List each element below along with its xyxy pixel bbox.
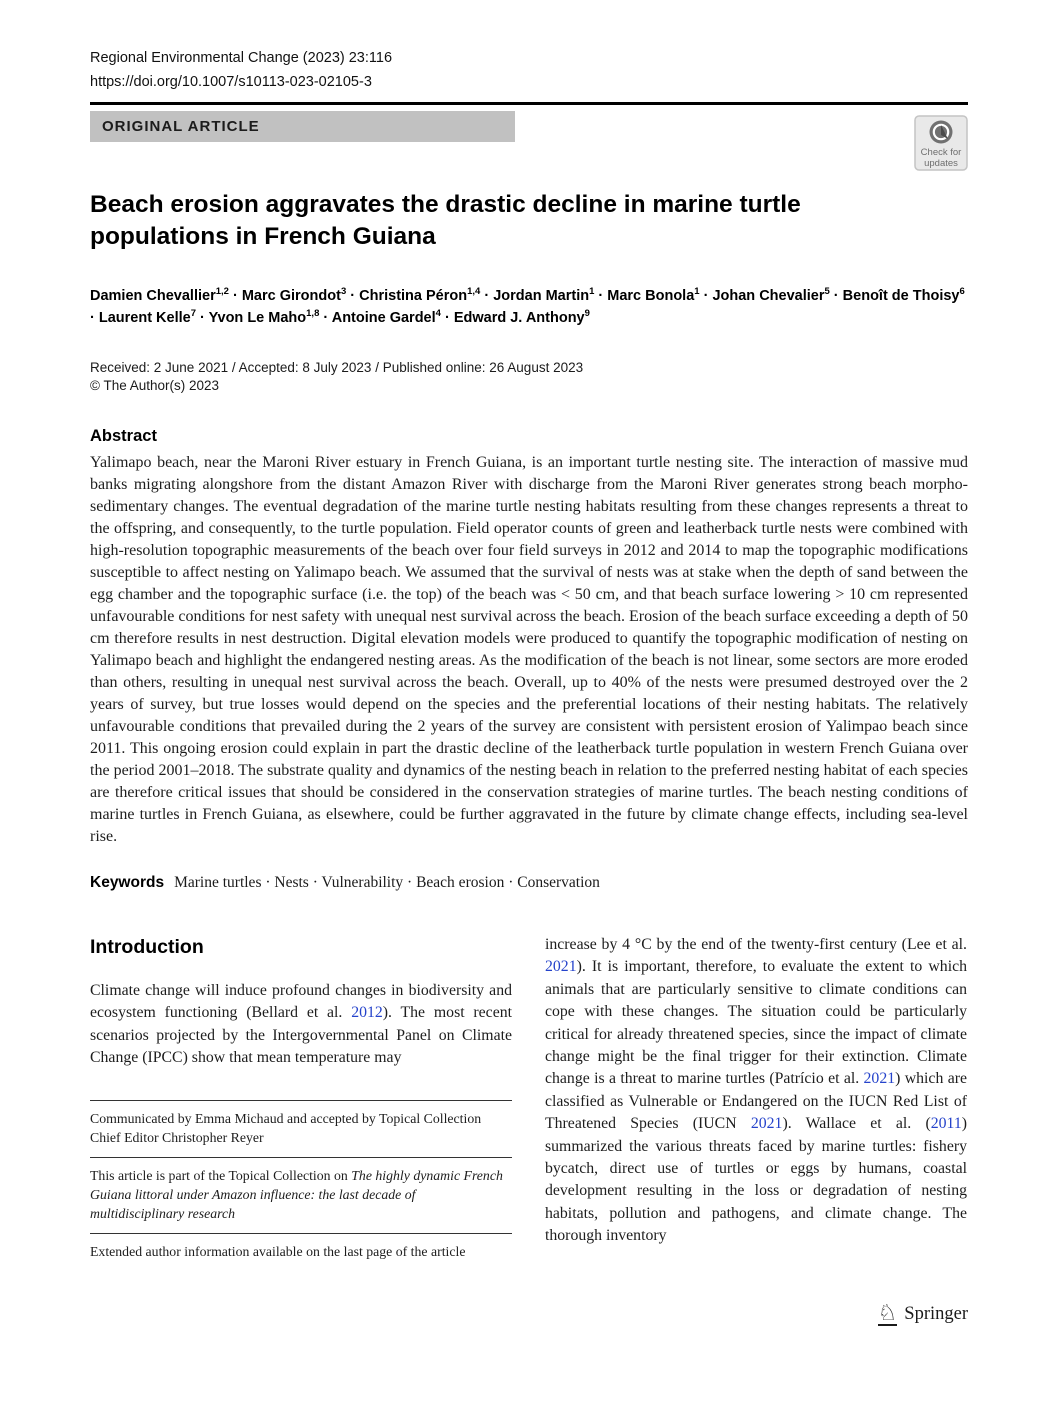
springer-wordmark: Springer — [904, 1303, 968, 1324]
journal-title-line: Regional Environmental Change (2023) 23:116 — [90, 50, 393, 66]
footnote-block — [90, 1100, 512, 1271]
intro-paragraph-left: Climate change will induce profound changes in biodiversity and ecosystem functioning (Bellard et al. 2012). The most recent scenarios projected by the Intergovernmental Panel on Climate Change (IPCC) show that mean temperature may — [90, 982, 512, 1067]
received-accepted-line: Received: 2 June 2021 / Accepted: 8 July 2023 / Published online: 26 August 2023 — [90, 360, 584, 375]
citation-link[interactable]: 2012 — [351, 1004, 383, 1022]
keywords-list: Marine turtles · Nests · Vulnerability · Beach erosion · Conservation — [174, 874, 600, 891]
abstract-text: Yalimapo beach, near the Maroni River estuary in French Guiana, is an important turtle nesting site. The interaction of massive mud banks migrating alongshore from the distant Amazon River with discharge from the Maroni River generates strong beach morpho-sedimentary changes. The eventual degradation of the marine turtle nesting habitats resulting from these changes represents a threat to the offspring, and consequently, to the turtle population. Field operator counts of green and leatherback turtle nests were combined with high-resolution topographic measurements of the beach over four field surveys in 2012 and 2014 to map the topographic modifications susceptible to affect nesting on Yalimapo beach. We assumed that the survival of nests was at stake when the depth of sand between the egg chamber and the topographic surface (i.e. the top) of the beach was < 50 cm, and that beach surface lowering > 10 cm represented unfavourable conditions for nest safety with unequal nest survival across the beach. Erosion of the beach surface exceeding a depth of 50 cm therefore results in nest destruction. Digital elevation models were produced to quantify the topographic modification of nesting on Yalimapo beach and highlight the endangered nesting areas. As the modification of the beach is not linear, some sectors are more eroded than others, resulting in unequal nest survival across the beach. Overall, up to 40% of the nests were presumed destroyed over the 2 years of survey, but true losses would depend on the species and the preferential locations of their nesting habitats. The relatively unfavourable conditions that prevailed during the 2 years of the survey are consistent with persistent erosion of Yalimpao beach since 2011. This ongoing erosion could explain in part the drastic decline of the leatherback turtle population in western French Guiana over the period 2001–2018. The substrate quality and dynamics of the nesting beach in relation to the preferred nesting habitat of each species are therefore critical issues that should be considered in the conservation strategies of marine turtles. The beach nesting conditions of marine turtles in French Guiana, as elsewhere, could be further aggravated in the future by climate change effects, including sea-level rise. — [90, 454, 968, 845]
article-type-banner — [90, 111, 515, 142]
citation-link[interactable]: 2021 — [545, 958, 577, 976]
check-for-updates-badge[interactable] — [914, 115, 968, 176]
badge-text-line2: updates — [924, 158, 958, 169]
doi-link[interactable]: https://doi.org/10.1007/s10113-023-02105-3 — [90, 74, 372, 90]
author-list: Damien Chevallier$^{1,2}$ · Marc Girondot$^3$ · Christina Péron$^{1,4}$ · Jordan Martin$^1$ · Marc Bonola$^1$ · Johan Chevalier$^5$ · Benoît de Thoisy$^6$ · Laurent Kelle$^7$ · Yvon Le Maho$^{1,8}$ · Antoine Gardel$^4$ · Edward J. Anthony$^9$ — [90, 286, 965, 326]
section-heading-introduction: Introduction — [90, 936, 204, 958]
intro-paragraph-right: increase by 4 °C by the end of the twenty-first century (Lee et al. 2021). It is important, therefore, to evaluate the extent to which animals that are particularly sensitive to climate conditions can cope with these changes. The situation could be particularly critical for already threatened species, since the impact of climate change might be the final trigger for their extinction. Climate change is a threat to marine turtles (Patrício et al. 2021) which are classified as Vulnerable or Endangered on the IUCN Red List of Threatened Species (IUCN 2021). Wallace et al. (2011) summarized the various threats faced by marine turtles: fishery bycatch, direct use of turtles or eggs by humans, coastal development resulting in the loss or degradation of nesting habitats, pollution and pathogens, and climate change. The thorough inventory — [545, 936, 968, 1245]
journal-header — [90, 46, 968, 94]
crossmark-icon — [914, 115, 968, 171]
header-divider — [90, 102, 968, 105]
publication-dates — [90, 359, 968, 395]
keywords-line — [90, 874, 968, 892]
abstract-heading: Abstract — [90, 427, 157, 445]
springer-logo — [878, 1302, 968, 1326]
citation-link[interactable]: 2011 — [930, 1115, 962, 1133]
citation-link[interactable]: 2021 — [750, 1115, 783, 1133]
badge-text-line1: Check for — [920, 147, 962, 158]
footnote-extended-authors: Extended author information available on the last page of the article — [90, 1243, 466, 1259]
footnote-communicated: Communicated by Emma Michaud and accepted by Topical Collection Chief Editor Christopher Reyer — [90, 1110, 482, 1145]
footnote-topical-collection: This article is part of the Topical Collection on The highly dynamic French Guiana littoral under Amazon influence: the last decade of multidisciplinary research — [90, 1167, 503, 1221]
keywords-label: Keywords — [90, 874, 165, 891]
article-type-label: ORIGINAL ARTICLE — [102, 118, 260, 135]
article-title: Beach erosion aggravates the drastic decline in marine turtle populations in French Guiana — [90, 191, 801, 250]
citation-link[interactable]: 2021 — [863, 1070, 896, 1088]
springer-knight-icon: ♘ — [877, 1300, 898, 1325]
copyright-line: © The Author(s) 2023 — [90, 378, 220, 393]
